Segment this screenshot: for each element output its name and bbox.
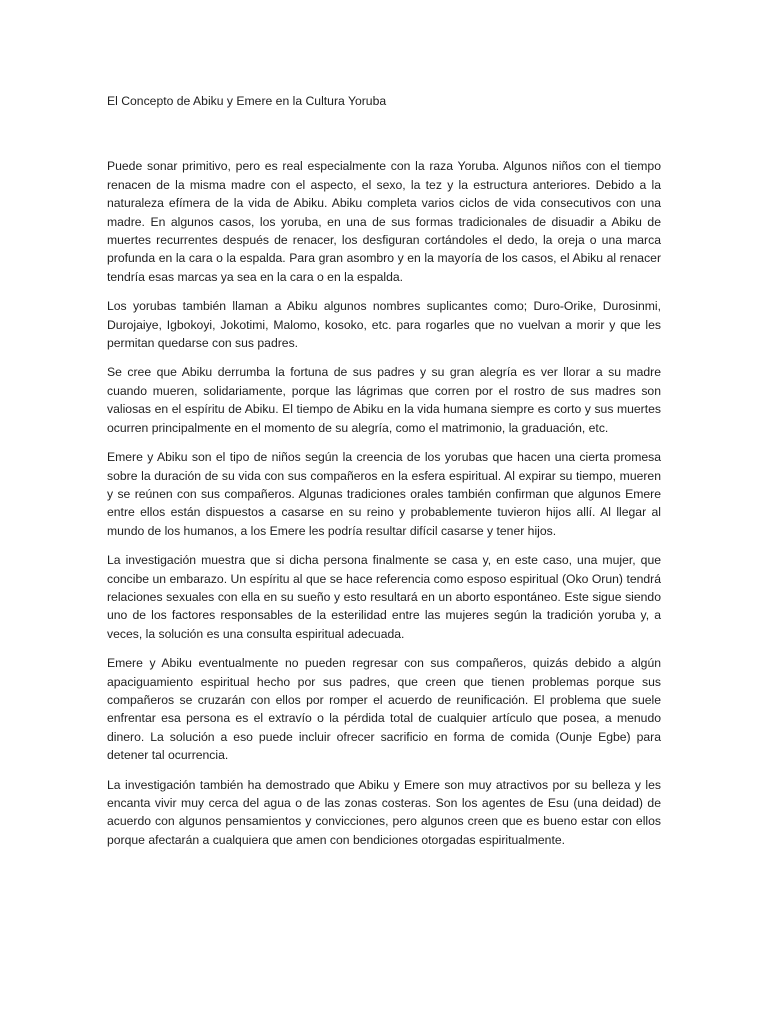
paragraph-3: Se cree que Abiku derrumba la fortuna de sus padres y su gran alegría es ver llorar a su madre cuando mueren, solidariamente, porque las lágrimas que corren por el rostro de sus madres son valiosas en el espíritu de Abiku. El tiempo de Abiku en la vida humana siempre es corto y sus muertes ocurren principalmente en el momento de su alegría, como el matrimonio, la graduación, etc. xyxy=(107,365,661,435)
paragraph-6: Emere y Abiku eventualmente no pueden regresar con sus compañeros, quizás debido a algún apaciguamiento espiritual hecho por sus padres, que creen que tienen problemas porque sus compañeros se cruzarán con ellos por romper el acuerdo de reunificación. El problema que suele enfrentar esa persona es el extravío o la pérdida total de cualquier artículo que posea, a menudo dinero. La solución a eso puede incluir ofrecer sacrificio en forma de comida (Ounje Egbe) para detener tal ocurrencia. xyxy=(107,656,661,763)
paragraph-1: Puede sonar primitivo, pero es real especialmente con la raza Yoruba. Algunos niños con el tiempo renacen de la misma madre con el aspecto, el sexo, la tez y la estructura anteriores. Debido a la naturaleza efímera de la vida de Abiku. Abiku completa varios ciclos de vida consecutivos con una madre. En algunos casos, los yoruba, en una de sus formas tradicionales de disuadir a Abiku de muertes recurrentes después de renacer, los desfiguran cortándoles el dedo, la oreja o una marca profunda en la cara o la espalda. Para gran asombro y en la mayoría de los casos, el Abiku al renacer tendría esas marcas ya sea en la cara o en la espalda. xyxy=(107,159,661,284)
document-body xyxy=(107,92,661,860)
paragraph-7: La investigación también ha demostrado que Abiku y Emere son muy atractivos por su belleza y les encanta vivir muy cerca del agua o de las zonas costeras. Son los agentes de Esu (una deidad) de acuerdo con algunos pensamientos y convicciones, pero algunos creen que es bueno estar con ellos porque afectarán a cualquiera que amen con bendiciones otorgadas espiritualmente. xyxy=(107,777,661,847)
paragraph-2: Los yorubas también llaman a Abiku algunos nombres suplicantes como; Duro-Orike, Durosinmi, Durojaiye, Igbokoyi, Jokotimi, Malomo, kosoko, etc. para rogarles que no vuelvan a morir y que les permitan quedarse con sus padres. xyxy=(107,299,661,351)
document-title: El Concepto de Abiku y Emere en la Cultura Yoruba xyxy=(107,94,387,108)
paragraph-4: Emere y Abiku son el tipo de niños según la creencia de los yorubas que hacen una cierta promesa sobre la duración de su vida con sus compañeros en la esfera espiritual. Al expirar su tiempo, mueren y se reúnen con sus compañeros. Algunas tradiciones orales también confirman que algunos Emere entre ellos están dispuestos a casarse en su reino y probablemente tuvieron hijos allí. Al llegar al mundo de los humanos, a los Emere les podría resultar difícil casarse y tener hijos. xyxy=(107,450,661,538)
paragraph-5: La investigación muestra que si dicha persona finalmente se casa y, en este caso, una mujer, que concibe un embarazo. Un espíritu al que se hace referencia como esposo espiritual (Oko Orun) tendrá relaciones sexuales con ella en su sueño y esto resultará en un aborto espontáneo. Este sigue siendo uno de los factores responsables de la esterilidad entre las mujeres según la tradición yoruba y, a veces, la solución es una consulta espiritual adecuada. xyxy=(107,553,661,641)
